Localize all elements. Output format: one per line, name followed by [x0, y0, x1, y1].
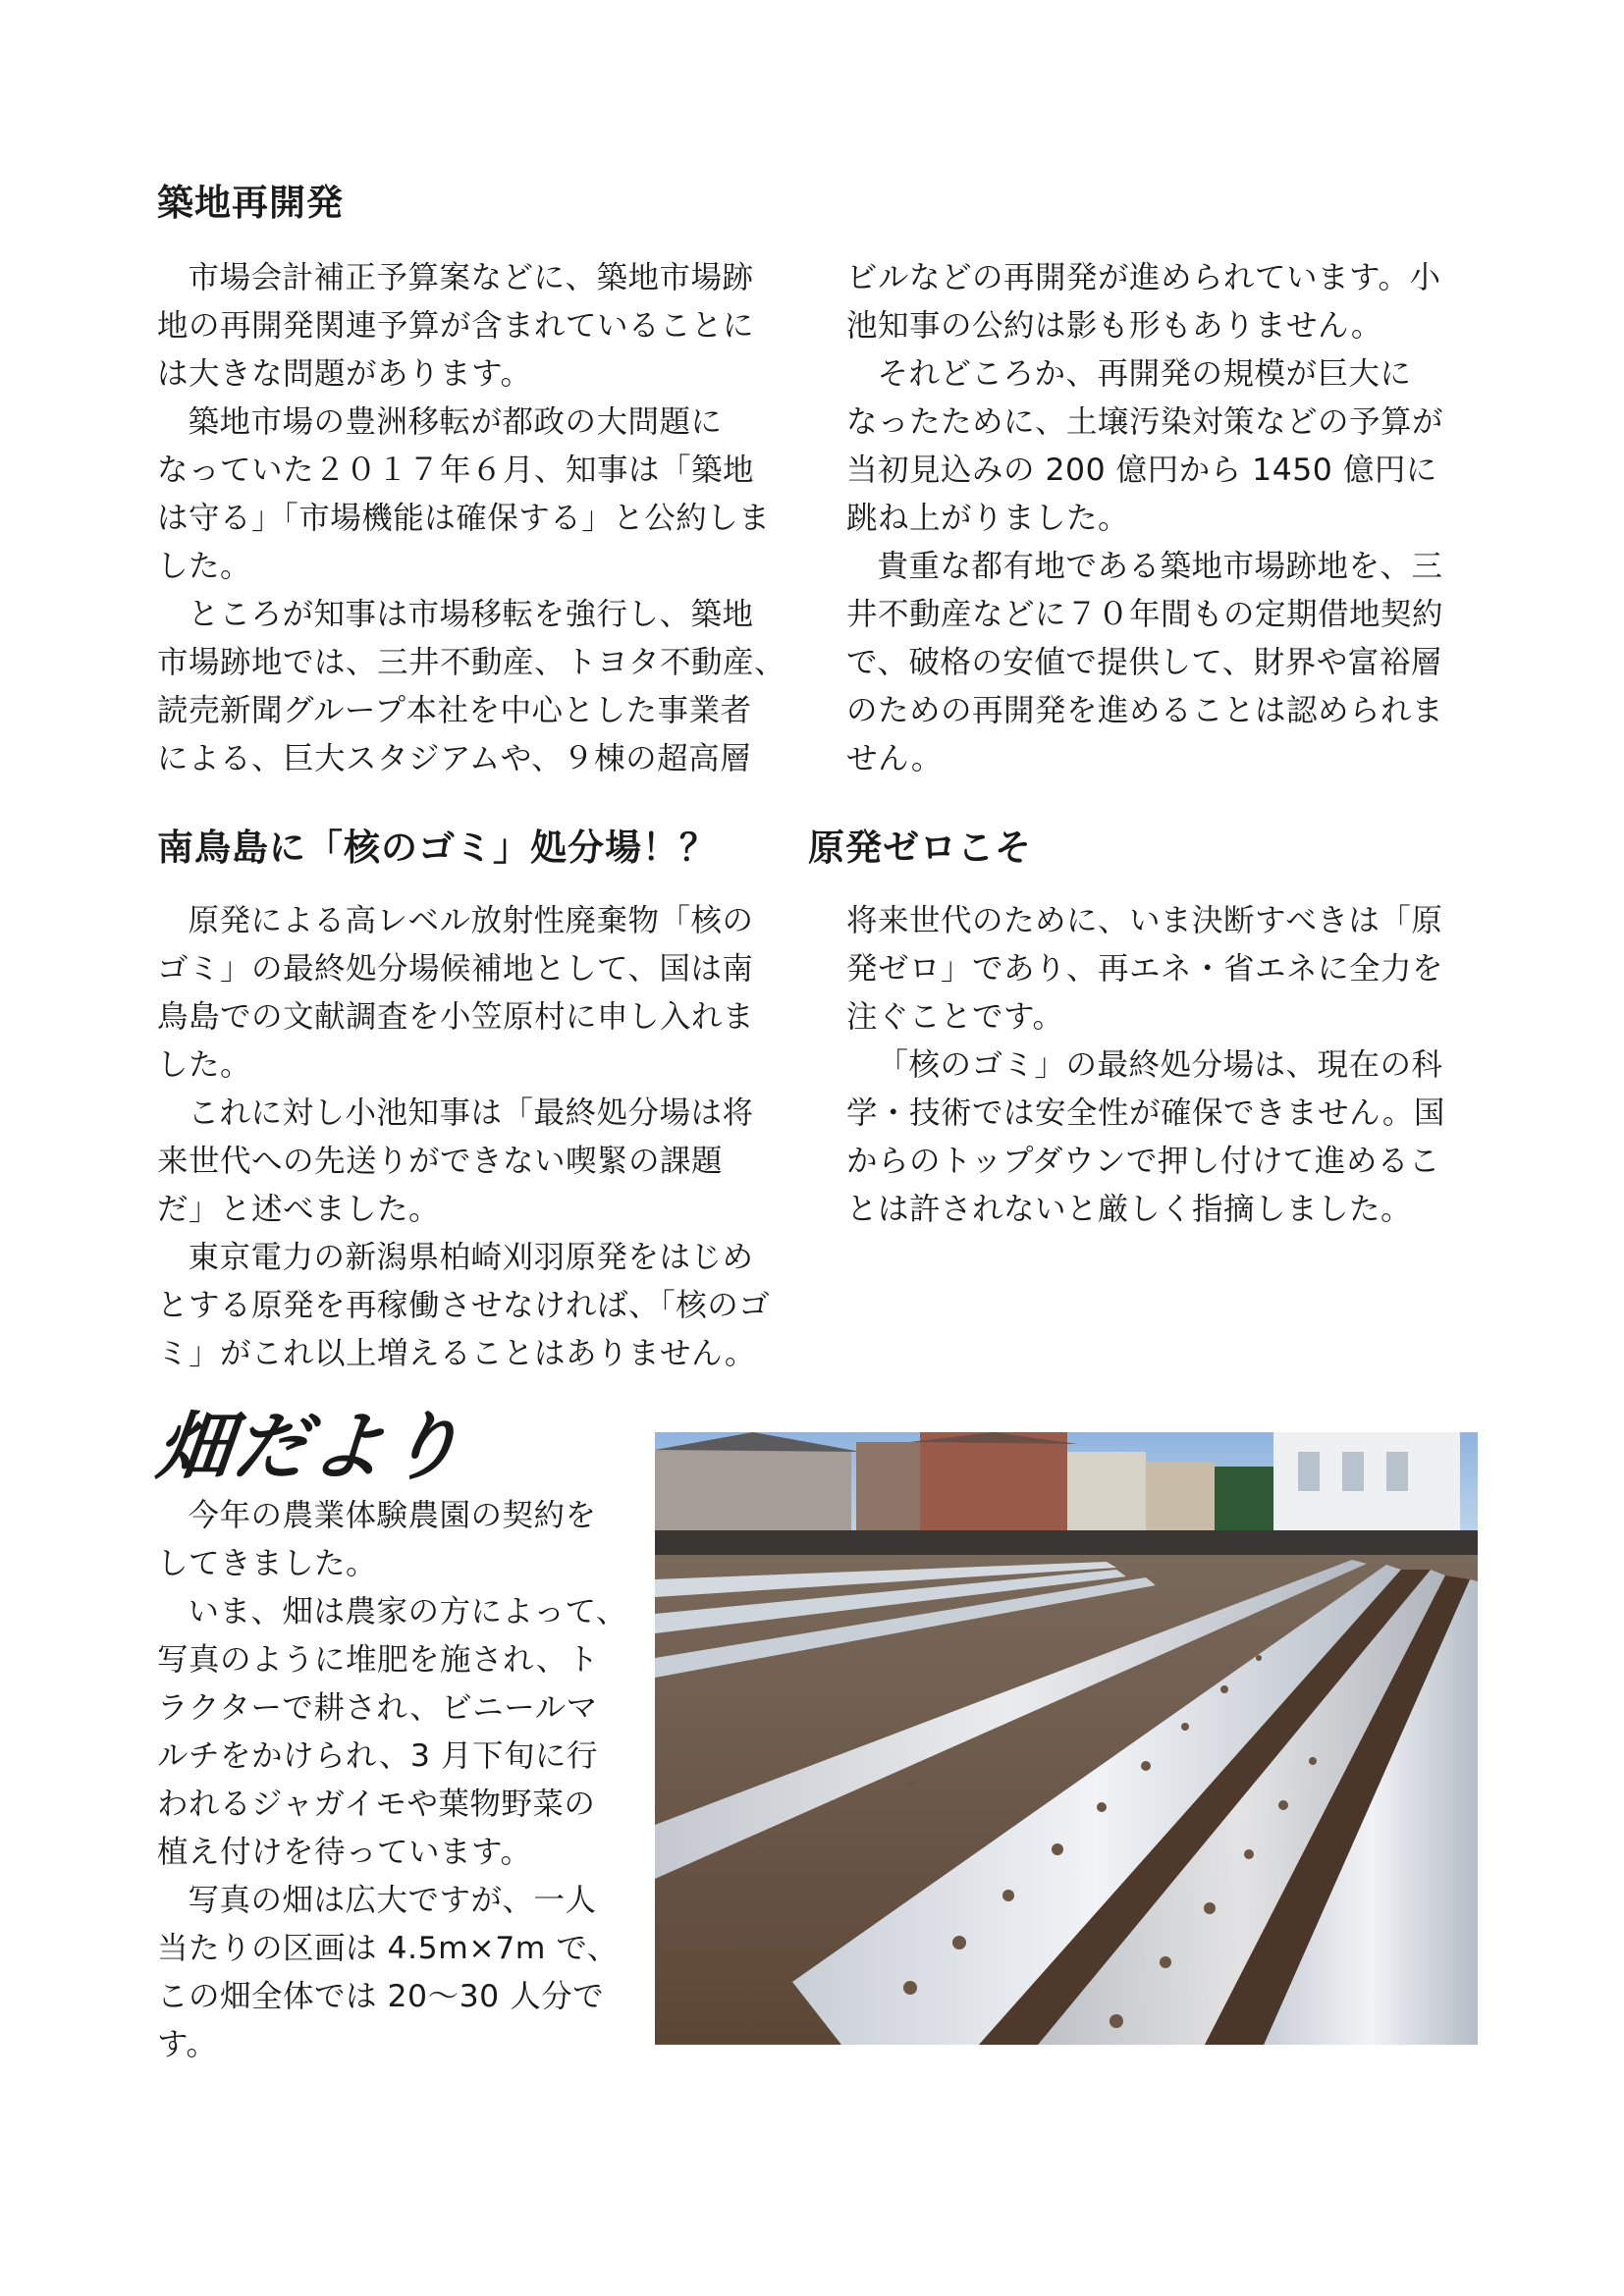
paragraph	[846, 897, 1483, 1041]
paragraph	[157, 1877, 643, 2069]
text-line: 市場跡地では、三井不動産、トヨタ不動産、	[157, 645, 786, 680]
text-line: なったために、土壌汚染対策などの予算が	[846, 404, 1444, 440]
text-line: による、巨大スタジアムや、９棟の超高層	[157, 741, 752, 776]
tsukiji-left-column	[157, 254, 793, 783]
text-line: だ」と述べました。	[157, 1192, 441, 1227]
text-line: 貴重な都有地である築地市場跡地を、三	[877, 549, 1443, 584]
text-line: 植え付けを待っています。	[157, 1835, 532, 1870]
farm-column	[157, 1492, 643, 2069]
text-line: 来世代への先送りができない喫緊の課題	[157, 1144, 724, 1179]
text-line: 市場会計補正予算案などに、築地市場跡	[188, 260, 754, 295]
tsukiji-right-column	[846, 254, 1483, 783]
text-line: 今年の農業体験農園の契約を	[188, 1498, 597, 1533]
text-line: それどころか、再開発の規模が巨大に	[877, 356, 1412, 392]
farm-field-photo	[655, 1432, 1478, 2045]
text-line: 当たりの区画は 4.5m×7m で、	[157, 1931, 619, 1966]
paragraph	[157, 897, 793, 1090]
paragraph	[157, 399, 793, 591]
text-line: 発ゼロ」であり、再エネ・省エネに全力を	[846, 951, 1444, 987]
text-line: 跳ね上がりました。	[846, 501, 1130, 536]
text-line: は大きな問題があります。	[157, 356, 532, 392]
text-line: ミ」がこれ以上増えることはありません。	[157, 1336, 756, 1371]
text-line: ラクターで耕され、ビニールマ	[157, 1690, 598, 1726]
text-line: した。	[157, 549, 252, 584]
text-line: 当初見込みの 200 億円から 1450 億円に	[846, 453, 1437, 488]
section-title-hatake-dayori: 畑だより	[152, 1403, 468, 1490]
paragraph	[846, 254, 1483, 350]
text-line: なっていた２０１７年６月、知事は「築地	[157, 453, 755, 488]
text-line: 原発による高レベル放射性廃棄物「核の	[188, 903, 754, 938]
text-line: 読売新聞グループ本社を中心とした事業者	[157, 693, 752, 728]
paragraph	[157, 254, 793, 399]
paragraph	[846, 1041, 1483, 1234]
text-line: してきました。	[157, 1546, 378, 1581]
text-line: とする原発を再稼働させなければ、「核のゴ	[157, 1288, 771, 1323]
section-title-genpatsu-zero: 原発ゼロこそ	[808, 827, 1032, 869]
text-line: す。	[157, 2027, 218, 2062]
text-line: この畑全体では 20～30 人分で	[157, 1979, 605, 2014]
farm-field-image	[655, 1432, 1478, 2045]
text-line: われるジャガイモや葉物野菜の	[157, 1787, 596, 1822]
text-line: は守る」「市場機能は確保する」と公約しま	[157, 501, 771, 536]
text-line: 井不動産などに７０年間もの定期借地契約	[846, 597, 1444, 632]
text-line: ゴミ」の最終処分場候補地として、国は南	[157, 951, 754, 987]
section-title-minamitorishima: 南鳥島に「核のゴミ」処分場！？	[157, 827, 717, 869]
text-line: した。	[157, 1047, 252, 1083]
text-line: ところが知事は市場移転を強行し、築地	[188, 597, 754, 632]
text-line: 池知事の公約は影も形もありません。	[846, 308, 1382, 344]
text-line: 築地市場の豊洲移転が都政の大問題に	[188, 404, 723, 440]
text-line: 将来世代のために、いま決断すべきは「原	[846, 903, 1443, 938]
text-line: 写真のように堆肥を施され、ト	[157, 1642, 599, 1678]
text-line: とは許されないと厳しく指摘しました。	[846, 1192, 1413, 1227]
text-line: 鳥島での文献調査を小笠原村に申し入れま	[157, 999, 755, 1035]
paragraph	[157, 1588, 643, 1877]
text-line: いま、畑は農家の方によって、	[188, 1594, 627, 1629]
paragraph	[157, 591, 793, 783]
paragraph	[157, 1234, 793, 1378]
text-line: 「核のゴミ」の最終処分場は、現在の科	[877, 1047, 1443, 1083]
nuclear-left-column	[157, 897, 793, 1378]
text-line: 学・技術では安全性が確保できません。国	[846, 1095, 1445, 1131]
paragraph	[157, 1090, 793, 1234]
background-houses	[655, 1432, 1478, 1560]
text-line: ビルなどの再開発が進められています。小	[846, 260, 1441, 295]
text-line: 東京電力の新潟県柏崎刈羽原発をはじめ	[188, 1240, 754, 1275]
text-line: これに対し小池知事は「最終処分場は将	[188, 1095, 754, 1131]
section-title-tsukiji: 築地再開発	[157, 182, 344, 224]
text-line: 注ぐことです。	[846, 999, 1064, 1035]
paragraph	[846, 350, 1483, 543]
nuclear-right-column	[846, 897, 1483, 1234]
text-line: で、破格の安値で提供して、財界や富裕層	[846, 645, 1442, 680]
text-line: 写真の畑は広大ですが、一人	[188, 1883, 597, 1918]
text-line: からのトップダウンで押し付けて進めるこ	[846, 1144, 1440, 1179]
paragraph	[846, 543, 1483, 783]
text-line: 地の再開発関連予算が含まれていることに	[157, 308, 755, 344]
text-line: のための再開発を進めることは認められま	[846, 693, 1444, 728]
text-line: せん。	[846, 741, 943, 776]
paragraph	[157, 1492, 643, 1588]
text-line: ルチをかけられ、3 月下旬に行	[157, 1738, 598, 1774]
